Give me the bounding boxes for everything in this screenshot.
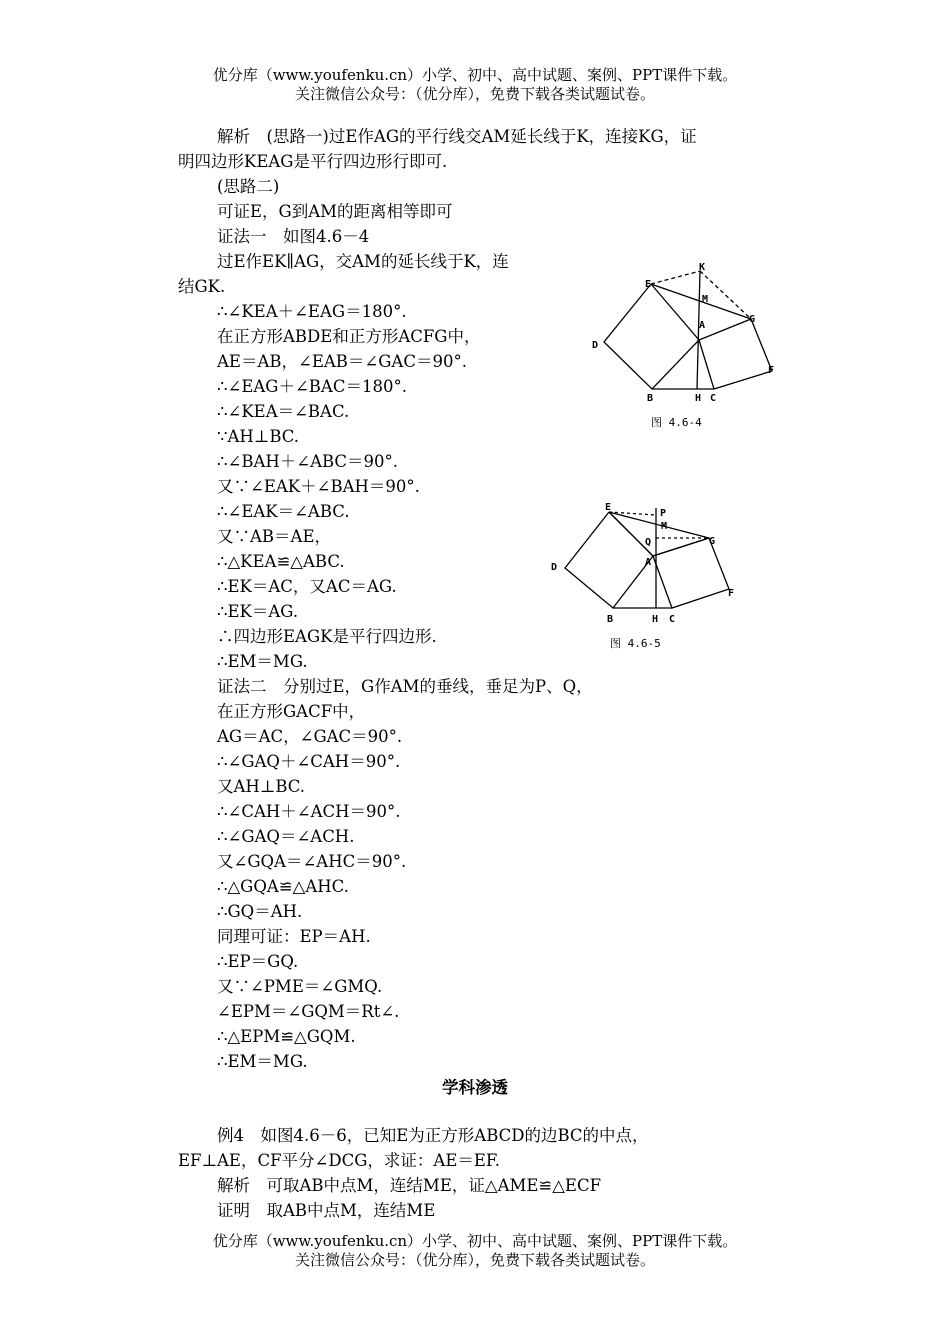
text-line: ∴△GQA≌△AHC.: [217, 877, 349, 896]
text-line: 又∵∠PME＝∠GMQ.: [217, 977, 383, 996]
fig2-label-f: F: [728, 588, 735, 599]
fig2-label-a: A: [645, 557, 652, 568]
fig1-square-abde: [604, 284, 699, 389]
text-line: ∴∠KEA＋∠EAG＝180°.: [217, 302, 407, 321]
fig1-label-m: M: [702, 294, 709, 305]
text-line: ∴∠KEA＝∠BAC.: [217, 402, 350, 421]
text-line: ∠EPM＝∠GQM＝Rt∠.: [217, 1002, 400, 1021]
text-line: ∴∠GAQ＝∠ACH.: [217, 827, 355, 846]
fig2-segment-eg: [609, 512, 709, 538]
text-line: ∴EM＝MG.: [217, 1052, 308, 1071]
text-line: ∴△EPM≌△GQM.: [217, 1027, 356, 1046]
text-line: 解析 (思路一)过E作AG的平行线交AM延长线于K，连接KG，证: [217, 127, 697, 146]
fig2-square-abde: [565, 512, 653, 608]
fig2-label-h: H: [652, 614, 659, 625]
figure-4-6-4: [580, 255, 800, 435]
text-line: 结GK.: [178, 277, 226, 296]
text-line: ∵AH⊥BC.: [217, 427, 300, 446]
text-line: ∴△KEA≌△ABC.: [217, 552, 345, 571]
footer-line-1: 优分库（www.youfenku.cn）小学、初中、高中试题、案例、PPT课件下载。: [212, 1232, 738, 1250]
header-line-2: 关注微信公众号：（优分库），免费下载各类试题试卷。: [294, 85, 655, 103]
fig1-label-c: C: [710, 393, 717, 404]
text-line: ∴EP＝GQ.: [217, 952, 299, 971]
text-line: ∴EM＝MG.: [217, 652, 308, 671]
fig1-label-e: E: [645, 279, 652, 290]
fig2-label-m: M: [661, 521, 668, 532]
text-line: 证法一 如图4.6－4: [217, 227, 370, 246]
text-line: ∴∠BAH＋∠ABC＝90°.: [217, 452, 399, 471]
text-line: ∴∠EAG＋∠BAC＝180°.: [217, 377, 407, 396]
text-line: ∴EK＝AG.: [217, 602, 299, 621]
text-line: 证法二 分别过E，G作AM的垂线，垂足为P、Q，: [217, 677, 593, 696]
text-line: 在正方形GACF中，: [217, 702, 366, 721]
fig2-label-g: G: [709, 536, 716, 547]
fig2-caption: 图 4.6-5: [610, 637, 661, 650]
text-line: ∴∠GAQ＋∠CAH＝90°.: [217, 752, 401, 771]
text-line: 解析 可取AB中点M，连结ME，证△AME≌△ECF: [217, 1176, 602, 1195]
text-line: 又∵∠EAK＋∠BAH＝90°.: [217, 477, 420, 496]
text-line: 明四边形KEAG是平行四边形行即可.: [178, 152, 448, 171]
fig1-label-k: K: [699, 262, 706, 273]
fig1-label-a: A: [699, 320, 706, 331]
text-line: ∴∠EAK＝∠ABC.: [217, 502, 350, 521]
section-title: 学科渗透: [442, 1078, 508, 1097]
text-line: AE＝AB，∠EAB＝∠GAC＝90°.: [217, 352, 467, 371]
fig2-label-q: Q: [645, 537, 652, 548]
text-line: ∴GQ＝AH.: [217, 902, 303, 921]
fig2-label-b: B: [607, 614, 614, 625]
fig1-label-d: D: [592, 340, 599, 351]
fig1-square-acfg: [699, 319, 775, 389]
text-line: 过E作EK∥AG，交AM的延长线于K，连: [217, 252, 509, 271]
fig2-segment-ea: [609, 512, 653, 556]
text-line: 例4 如图4.6－6，已知E为正方形ABCD的边BC的中点，: [217, 1126, 649, 1145]
fig1-label-g: G: [749, 314, 756, 325]
fig2-label-e: E: [605, 502, 612, 513]
fig2-segment-ag: [653, 538, 709, 556]
text-line: 又AH⊥BC.: [217, 777, 306, 796]
text-line: ∴∠CAH＋∠ACH＝90°.: [217, 802, 401, 821]
fig1-caption: 图 4.6-4: [651, 416, 702, 429]
footer-line-2: 关注微信公众号：（优分库），免费下载各类试题试卷。: [294, 1251, 655, 1269]
fig2-square-acfg: [653, 538, 729, 608]
text-line: 在正方形ABDE和正方形ACFG中，: [217, 327, 481, 346]
text-line: ∴EK＝AC，又AC＝AG.: [217, 577, 397, 596]
header-line-1: 优分库（www.youfenku.cn）小学、初中、高中试题、案例、PPT课件下载。: [212, 66, 738, 84]
text-line: 又∵AB＝AE，: [217, 527, 332, 546]
text-line: (思路二): [217, 177, 280, 196]
text-line: 同理可证：EP＝AH.: [217, 927, 371, 946]
fig2-label-d: D: [551, 562, 558, 573]
text-line: ∴四边形EAGK是平行四边形.: [217, 627, 437, 646]
fig2-label-c: C: [669, 614, 676, 625]
text-line: 又∠GQA＝∠AHC＝90°.: [217, 852, 407, 871]
text-line: EF⊥AE，CF平分∠DCG，求证：AE＝EF.: [178, 1151, 501, 1170]
fig1-label-f: F: [768, 365, 775, 376]
fig1-segment-ek: [651, 271, 700, 284]
fig1-label-b: B: [647, 393, 654, 404]
text-line: 证明 取AB中点M，连结ME: [217, 1201, 436, 1220]
fig1-label-h: H: [695, 393, 702, 404]
fig2-label-p: P: [660, 508, 667, 519]
text-line: AG＝AC，∠GAC＝90°.: [217, 727, 403, 746]
text-line: 可证E，G到AM的距离相等即可: [217, 202, 453, 221]
figure-4-6-5: [545, 490, 745, 660]
